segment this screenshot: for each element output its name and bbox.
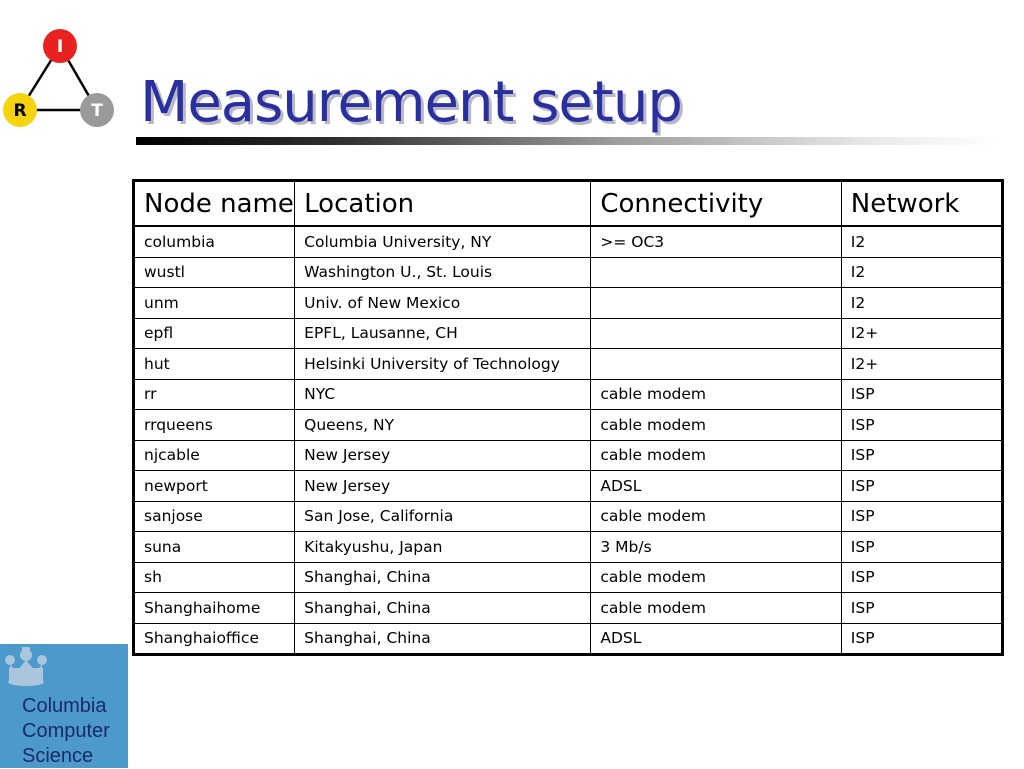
- cell-connectivity: cable modem: [591, 593, 841, 624]
- cell-location: EPFL, Lausanne, CH: [295, 318, 591, 349]
- cell-network: I2: [841, 226, 1002, 257]
- irt-logo: [0, 26, 124, 136]
- table-row: [134, 501, 1003, 532]
- cell-network: I2: [841, 288, 1002, 319]
- cell-network: ISP: [841, 532, 1002, 563]
- cell-node-name: sanjose: [134, 501, 295, 532]
- cell-node-name: hut: [134, 349, 295, 380]
- cell-connectivity: cable modem: [591, 410, 841, 441]
- cell-node-name: suna: [134, 532, 295, 563]
- cell-connectivity: [591, 257, 841, 288]
- cell-network: ISP: [841, 593, 1002, 624]
- table-row: [134, 440, 1003, 471]
- cell-connectivity: 3 Mb/s: [591, 532, 841, 563]
- cell-location: Queens, NY: [295, 410, 591, 441]
- cell-network: ISP: [841, 379, 1002, 410]
- table-row: [134, 562, 1003, 593]
- table-row: [134, 410, 1003, 441]
- nodes-table: [132, 179, 1004, 656]
- cell-location: San Jose, California: [295, 501, 591, 532]
- header-network: Network: [841, 181, 1002, 227]
- cell-connectivity: [591, 318, 841, 349]
- cell-node-name: unm: [134, 288, 295, 319]
- cell-location: Washington U., St. Louis: [295, 257, 591, 288]
- table-row: [134, 593, 1003, 624]
- cell-node-name: epfl: [134, 318, 295, 349]
- slide-title: Measurement setup: [140, 70, 682, 135]
- cell-network: ISP: [841, 410, 1002, 441]
- cell-node-name: sh: [134, 562, 295, 593]
- cell-location: Shanghai, China: [295, 593, 591, 624]
- cell-connectivity: cable modem: [591, 562, 841, 593]
- cell-location: Columbia University, NY: [295, 226, 591, 257]
- table-row: [134, 349, 1003, 380]
- cell-location: Shanghai, China: [295, 562, 591, 593]
- cell-connectivity: cable modem: [591, 440, 841, 471]
- cell-node-name: wustl: [134, 257, 295, 288]
- logo-label-r: R: [13, 101, 27, 121]
- cell-network: ISP: [841, 501, 1002, 532]
- table-row: [134, 623, 1003, 655]
- cell-network: ISP: [841, 440, 1002, 471]
- cell-connectivity: ADSL: [591, 623, 841, 655]
- columbia-cs-logo: [0, 644, 128, 768]
- cell-location: New Jersey: [295, 440, 591, 471]
- table-row: [134, 379, 1003, 410]
- table-row: [134, 257, 1003, 288]
- cell-connectivity: >= OC3: [591, 226, 841, 257]
- school-name-line1: Columbia: [22, 695, 107, 717]
- cell-connectivity: cable modem: [591, 379, 841, 410]
- table-row: [134, 471, 1003, 502]
- cell-location: Helsinki University of Technology: [295, 349, 591, 380]
- crown-icon: [2, 646, 50, 688]
- cell-location: Shanghai, China: [295, 623, 591, 655]
- cell-node-name: Shanghaioffice: [134, 623, 295, 655]
- cell-network: ISP: [841, 562, 1002, 593]
- cell-location: Univ. of New Mexico: [295, 288, 591, 319]
- table-row: [134, 226, 1003, 257]
- cell-network: ISP: [841, 623, 1002, 655]
- cell-connectivity: [591, 288, 841, 319]
- school-name-line3: Science: [22, 745, 94, 767]
- cell-node-name: newport: [134, 471, 295, 502]
- cell-node-name: columbia: [134, 226, 295, 257]
- table-row: [134, 318, 1003, 349]
- header-location: Location: [295, 181, 591, 227]
- cell-node-name: njcable: [134, 440, 295, 471]
- cell-connectivity: [591, 349, 841, 380]
- cell-node-name: Shanghaihome: [134, 593, 295, 624]
- cell-location: Kitakyushu, Japan: [295, 532, 591, 563]
- title-underline: [136, 137, 996, 145]
- table-body: [134, 226, 1003, 655]
- table-row: [134, 288, 1003, 319]
- header-connectivity: Connectivity: [591, 181, 841, 227]
- cell-node-name: rrqueens: [134, 410, 295, 441]
- header-node-name: Node name: [134, 181, 295, 227]
- table-header-row: [134, 181, 1003, 227]
- school-name-line2: Computer: [22, 720, 110, 742]
- school-name: [22, 694, 110, 769]
- cell-connectivity: ADSL: [591, 471, 841, 502]
- cell-network: I2: [841, 257, 1002, 288]
- logo-label-i: I: [56, 37, 64, 57]
- cell-network: I2+: [841, 318, 1002, 349]
- cell-location: NYC: [295, 379, 591, 410]
- cell-location: New Jersey: [295, 471, 591, 502]
- cell-network: ISP: [841, 471, 1002, 502]
- table-row: [134, 532, 1003, 563]
- cell-node-name: rr: [134, 379, 295, 410]
- cell-network: I2+: [841, 349, 1002, 380]
- cell-connectivity: cable modem: [591, 501, 841, 532]
- logo-label-t: T: [91, 101, 103, 121]
